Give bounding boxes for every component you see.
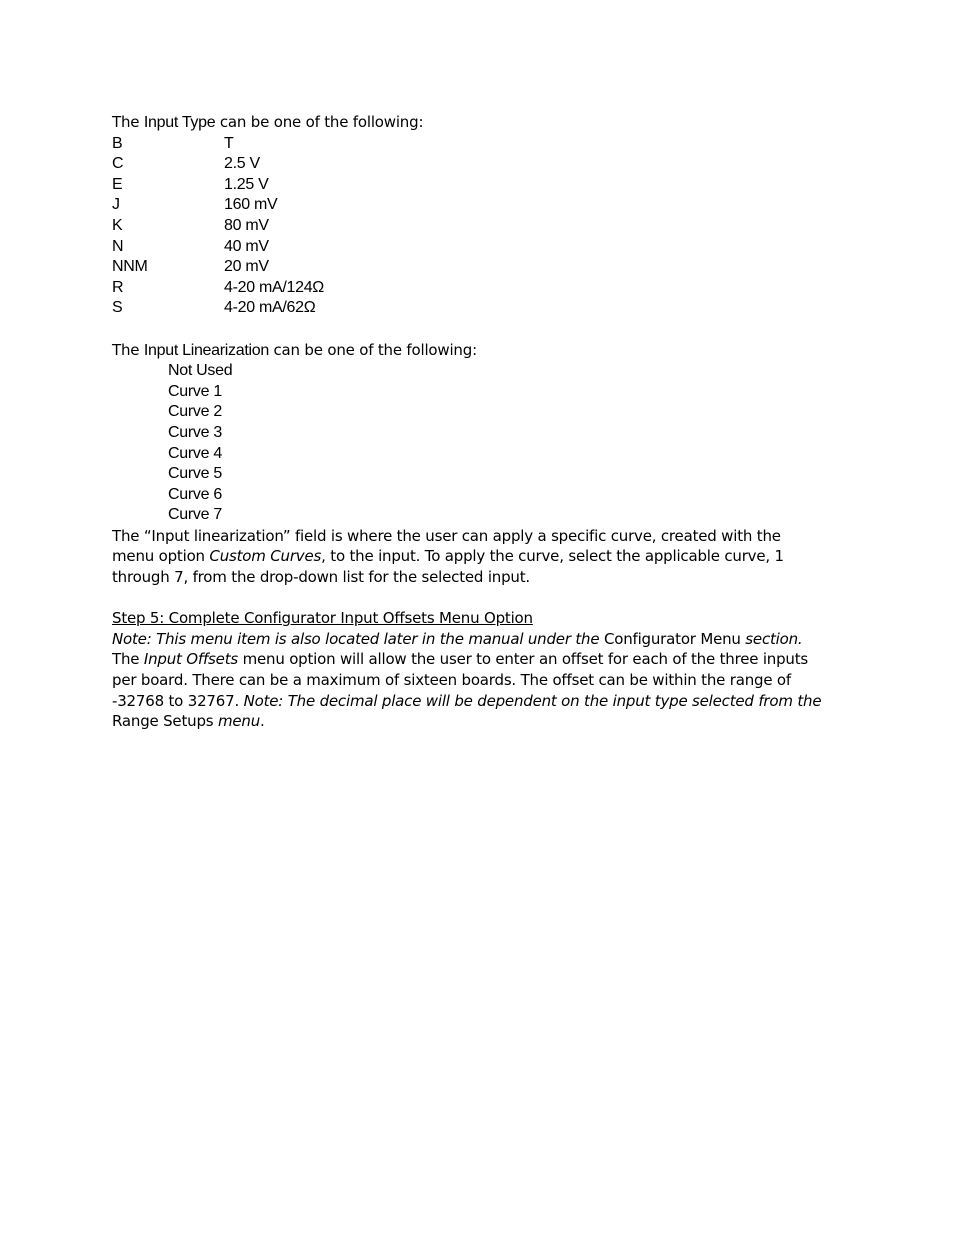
input-type-code: K bbox=[112, 216, 123, 234]
step5-note bbox=[112, 629, 852, 650]
step5-body-line1 bbox=[112, 649, 852, 670]
input-type-value: 40 mV bbox=[224, 237, 269, 255]
document-page bbox=[112, 112, 852, 732]
input-type-code: B bbox=[112, 134, 123, 152]
linearization-options-list bbox=[112, 361, 852, 526]
linearization-option: Curve 4 bbox=[168, 444, 222, 462]
note-text: section. bbox=[745, 629, 803, 648]
step5-body-line2: per board. There can be a maximum of sixteen boards. The offset can be within the range of bbox=[112, 671, 791, 690]
linearization-option: Curve 6 bbox=[168, 485, 222, 503]
intro-text: can be one of the following: bbox=[268, 340, 477, 359]
input-type-row bbox=[112, 154, 852, 175]
input-type-term: Input Type bbox=[143, 114, 216, 131]
linearization-desc-line2 bbox=[112, 546, 852, 567]
input-type-code: S bbox=[112, 299, 123, 317]
step5-heading: Step 5: Complete Configurator Input Offsets Menu Option bbox=[112, 609, 533, 628]
spacer bbox=[112, 319, 852, 340]
linearization-option: Not Used bbox=[168, 362, 233, 380]
spacer bbox=[112, 588, 852, 609]
body-text: menu bbox=[217, 712, 261, 731]
input-type-code: E bbox=[112, 175, 123, 193]
intro-text: can be one of the following: bbox=[215, 113, 424, 131]
input-offsets-ref: Input Offsets bbox=[143, 650, 238, 669]
input-type-row bbox=[112, 237, 852, 258]
input-type-intro bbox=[112, 112, 852, 134]
linearization-option: Curve 3 bbox=[168, 423, 222, 441]
linearization-option: Curve 2 bbox=[168, 403, 222, 421]
input-type-list bbox=[112, 134, 852, 319]
body-text: The bbox=[112, 650, 144, 669]
linearization-option: Curve 1 bbox=[168, 382, 222, 400]
input-type-row bbox=[112, 134, 852, 155]
input-type-code: NNM bbox=[112, 258, 148, 276]
input-type-row bbox=[112, 257, 852, 278]
intro-text: The bbox=[112, 340, 144, 359]
input-linearization-term: Input Linearization bbox=[143, 341, 269, 359]
input-type-code: C bbox=[112, 155, 124, 173]
body-text: . bbox=[260, 712, 265, 731]
input-type-code: N bbox=[112, 237, 124, 255]
input-linearization-intro bbox=[112, 340, 852, 362]
desc-text: , to the input. To apply the curve, select the applicable curve, 1 bbox=[321, 547, 784, 566]
step5-body-line3 bbox=[112, 691, 852, 712]
linearization-option: Curve 5 bbox=[168, 465, 222, 483]
linearization-desc-line3: through 7, from the drop-down list for the selected input. bbox=[112, 568, 530, 587]
body-text: -32768 to 32767. bbox=[112, 691, 244, 710]
input-type-value: 80 mV bbox=[224, 216, 269, 234]
input-type-row bbox=[112, 216, 852, 237]
range-setups-ref: Range Setups bbox=[112, 712, 218, 731]
input-type-value: 4-20 mA/62Ω bbox=[224, 299, 316, 317]
input-type-value: 4-20 mA/124Ω bbox=[224, 278, 324, 296]
custom-curves-ref: Custom Curves bbox=[209, 547, 322, 566]
input-type-value: 20 mV bbox=[224, 258, 269, 276]
linearization-desc-line1: The “Input linearization” field is where the user can apply a specific curve, created with the bbox=[112, 526, 781, 545]
linearization-option: Curve 7 bbox=[168, 506, 222, 524]
input-type-code: J bbox=[112, 196, 120, 214]
input-type-value: 1.25 V bbox=[224, 175, 269, 193]
note-text: Note: This menu item is also located later in the manual under the bbox=[112, 629, 604, 648]
note-text: Note: The decimal place will be dependent on the input type selected from the bbox=[243, 691, 822, 710]
intro-text: The bbox=[112, 113, 144, 131]
step5-body-line4 bbox=[112, 711, 852, 732]
input-type-value: 160 mV bbox=[224, 196, 278, 214]
input-type-row bbox=[112, 298, 852, 319]
configurator-menu-ref: Configurator Menu bbox=[603, 629, 746, 648]
input-type-row bbox=[112, 278, 852, 299]
input-type-value: 2.5 V bbox=[224, 155, 260, 173]
input-type-row bbox=[112, 195, 852, 216]
input-type-value: T bbox=[224, 134, 234, 152]
body-text: menu option will allow the user to enter an offset for each of the three inputs bbox=[238, 650, 809, 669]
desc-text: menu option bbox=[112, 547, 210, 566]
input-type-code: R bbox=[112, 278, 124, 296]
input-type-row bbox=[112, 175, 852, 196]
